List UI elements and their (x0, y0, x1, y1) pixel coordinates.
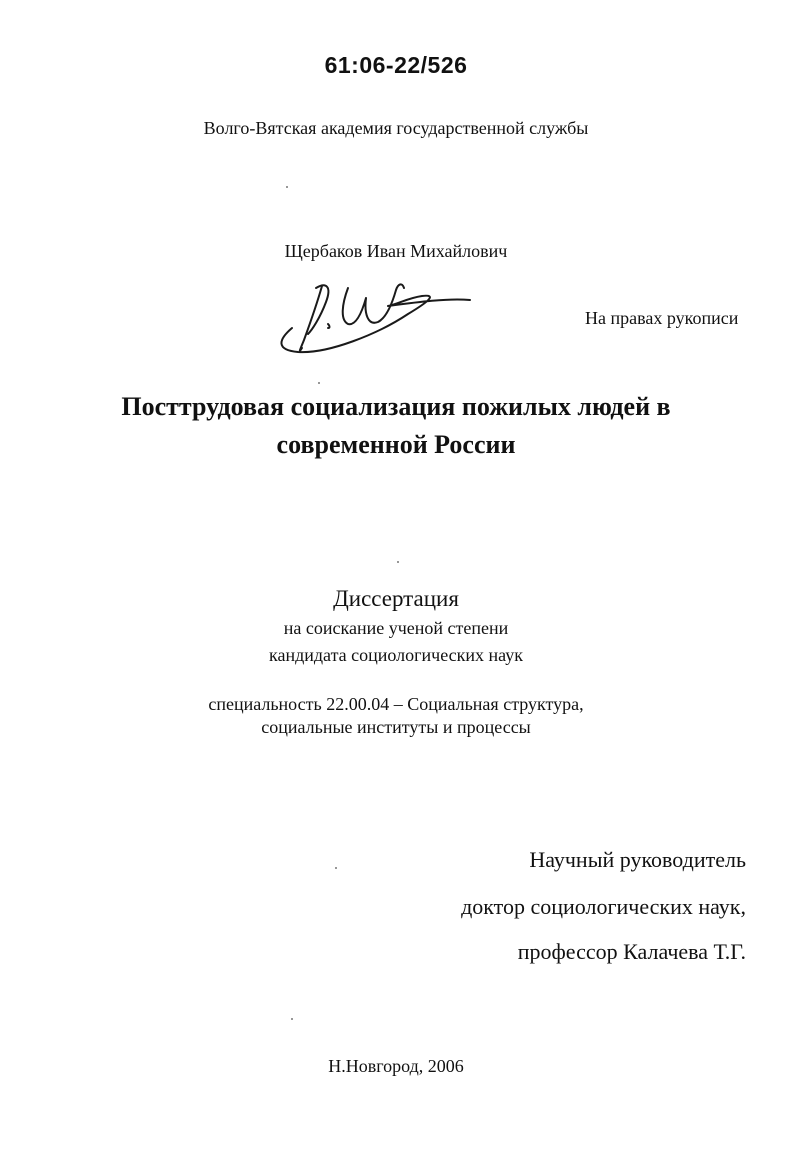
rights-note: На правах рукописи (585, 308, 739, 328)
scan-speck (291, 1018, 293, 1020)
author-name: Щербаков Иван Михайлович (284, 241, 508, 261)
author-signature (268, 268, 478, 364)
degree-line-1: на соискание ученой степени (283, 618, 509, 638)
catalog-code: 61:06-22/526 (324, 52, 468, 78)
title-line-2: современной России (276, 430, 516, 459)
degree-line-2: кандидата социологических наук (269, 645, 523, 665)
city-year: Н.Новгород, 2006 (328, 1056, 464, 1076)
advisor-name: профессор Калачева Т.Г. (517, 939, 746, 964)
scan-speck (397, 561, 399, 563)
scan-speck (286, 186, 288, 188)
scan-speck (335, 867, 337, 869)
institution-name: Волго-Вятская академия государственной службы (203, 118, 589, 138)
specialty-line-2: социальные институты и процессы (261, 717, 531, 737)
work-type: Диссертация (333, 586, 459, 611)
scan-speck (318, 382, 320, 384)
advisor-degree: доктор социологических наук, (461, 894, 746, 919)
title-line-1: Посттрудовая социализация пожилых людей в (121, 392, 671, 421)
dissertation-title (0, 388, 792, 464)
advisor-role: Научный руководитель (529, 847, 746, 872)
specialty-line-1: специальность 22.00.04 – Социальная структура, (208, 694, 584, 714)
